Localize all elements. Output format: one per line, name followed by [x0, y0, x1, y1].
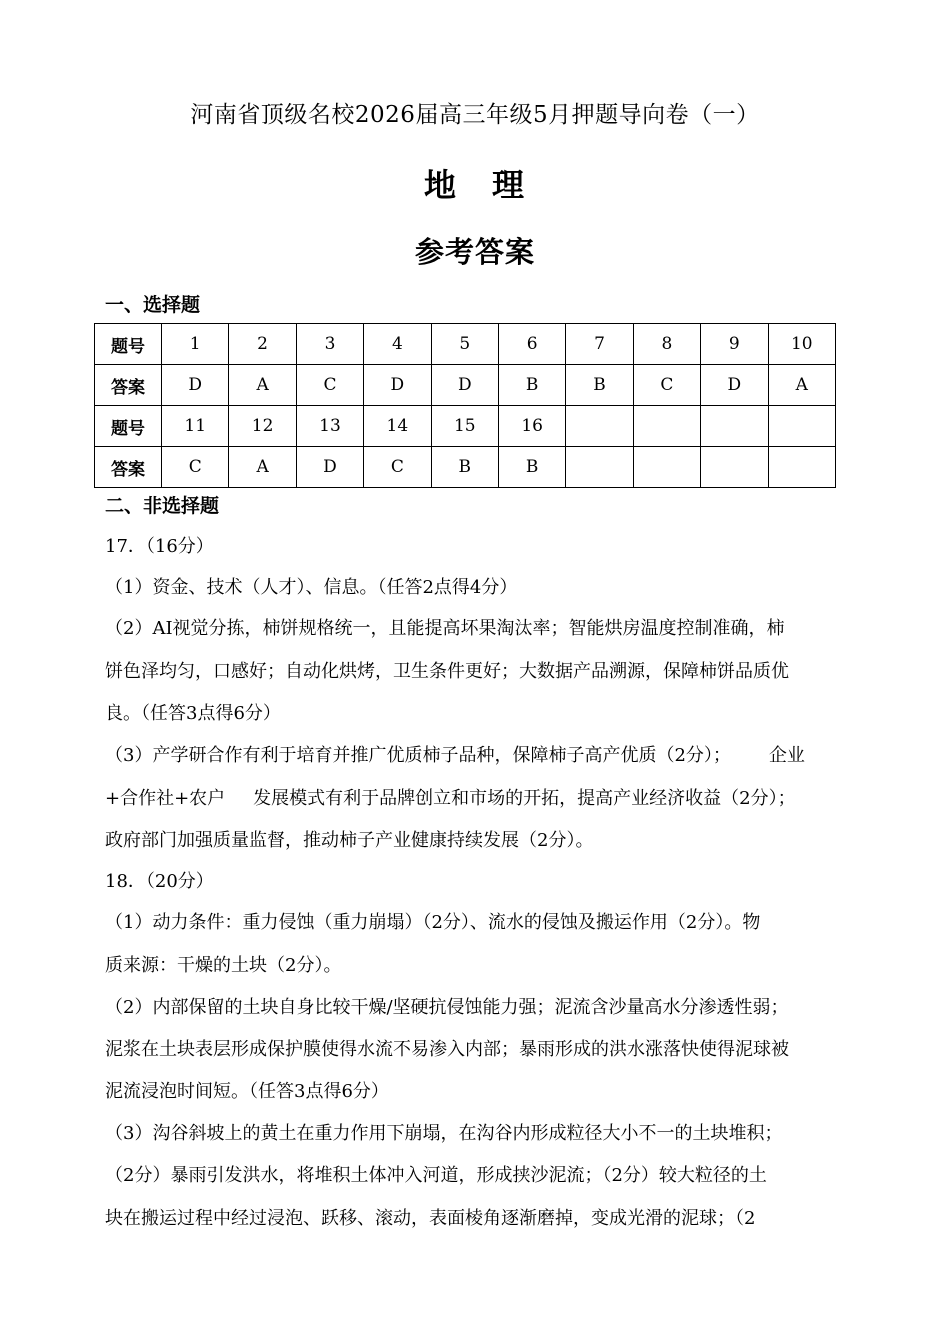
q17-part3-model-text: 发展模式有利于品牌创立和市场的开拓，提高产业经济收益（2分）； [253, 788, 796, 809]
q18-part2-line3: 泥流浸泡时间短。（任答3点得6分） [105, 1081, 389, 1102]
answer-table-cell [566, 406, 633, 447]
q18-part3-line2: （2分）暴雨引发洪水，将堆积土体冲入河道，形成挟沙泥流；（2分）较大粒径的土 [105, 1165, 767, 1186]
answer-table-cell [768, 406, 835, 447]
q17-part2-line1: （2）AI视觉分拣，柿饼规格统一，且能提高坏果淘汰率；智能烘房温度控制准确，柿 [105, 618, 785, 639]
answer-table-body [95, 324, 836, 488]
answer-table-cell: 13 [296, 406, 363, 447]
answer-table-cell: 7 [566, 324, 633, 365]
q18-part2-line2: 泥浆在土块表层形成保护膜使得水流不易渗入内部；暴雨形成的洪水涨落快使得泥球被 [105, 1039, 789, 1060]
answer-table-cell: 2 [229, 324, 296, 365]
answer-table-cell: D [431, 365, 498, 406]
q17-part3-line3: 政府部门加强质量监督，推动柿子产业健康持续发展（2分）。 [105, 830, 594, 851]
q17-part1: （1）资金、技术（人才）、信息。（任答2点得4分） [105, 577, 518, 598]
answer-table-cell [633, 406, 700, 447]
answer-table-cell: 8 [633, 324, 700, 365]
answer-table-cell: 11 [162, 406, 229, 447]
answer-table-cell [633, 447, 700, 488]
answer-table-cell [701, 406, 768, 447]
answer-table-cell [566, 447, 633, 488]
answer-table-row [95, 324, 836, 365]
answer-table-cell: D [701, 365, 768, 406]
q17-part3-line1 [105, 741, 850, 767]
q18-part3-line3: 块在搬运过程中经过浸泡、跃移、滚动，表面棱角逐渐磨掉，变成光滑的泥球；（2 [105, 1208, 756, 1229]
answer-table-cell: 14 [364, 406, 431, 447]
q18-part1-line1: （1）动力条件：重力侵蚀（重力崩塌）（2分）、流水的侵蚀及搬运作用（2分）。物 [105, 912, 761, 933]
answer-table-cell: B [431, 447, 498, 488]
answer-table-cell: C [633, 365, 700, 406]
section-free-response-heading: 二、非选择题 [105, 495, 220, 517]
q17-part3-model: +合作社+农户 [105, 788, 226, 809]
answer-table-cell: 5 [431, 324, 498, 365]
answer-table-cell [768, 447, 835, 488]
answer-table-cell: D [162, 365, 229, 406]
answer-table-cell: A [229, 365, 296, 406]
q18-header: 18．（20分） [105, 871, 214, 892]
answer-table-cell: 16 [498, 406, 565, 447]
answer-table-cell: 3 [296, 324, 363, 365]
answer-table-cell [701, 447, 768, 488]
section-multiple-choice-heading: 一、选择题 [105, 294, 201, 316]
q17-part3-text-cont: 企业 [768, 745, 805, 766]
answer-table-cell: B [498, 365, 565, 406]
answer-table-cell: 15 [431, 406, 498, 447]
answer-table-cell: D [296, 447, 363, 488]
answer-table-cell: B [566, 365, 633, 406]
answer-table-cell: B [498, 447, 565, 488]
answer-table-cell: 6 [498, 324, 565, 365]
row-label-cell: 题号 [95, 324, 162, 365]
answer-table-cell: C [364, 447, 431, 488]
q17-part3-line2 [105, 784, 850, 810]
answer-table-cell: C [296, 365, 363, 406]
answer-table-cell: 1 [162, 324, 229, 365]
multiple-choice-answer-table [94, 323, 836, 488]
row-label-cell: 答案 [95, 365, 162, 406]
exam-title: 河南省顶级名校2026届高三年级5月押题导向卷（一） [190, 102, 760, 128]
q18-part1-line2: 质来源：干燥的土块（2分）。 [105, 955, 342, 976]
answer-table-cell: 9 [701, 324, 768, 365]
q17-part2-line3: 良。（任答3点得6分） [105, 703, 281, 724]
q17-part3-text: （3）产学研合作有利于培育并推广优质柿子品种，保障柿子高产优质（2分）； [105, 745, 731, 766]
answer-table-cell: 12 [229, 406, 296, 447]
q17-header: 17．（16分） [105, 536, 214, 557]
answer-table-cell: 4 [364, 324, 431, 365]
answer-table-cell: 10 [768, 324, 835, 365]
q17-part2-line2: 饼色泽均匀，口感好；自动化烘烤，卫生条件更好；大数据产品溯源，保障柿饼品质优 [105, 661, 789, 682]
answer-table-cell: A [229, 447, 296, 488]
answer-table-cell: C [162, 447, 229, 488]
answer-key-title: 参考答案 [414, 235, 535, 269]
answer-table-row [95, 406, 836, 447]
answer-table-row [95, 447, 836, 488]
q18-part2-line1: （2）内部保留的土块自身比较干燥/坚硬抗侵蚀能力强；泥流含沙量高水分渗透性弱； [105, 997, 789, 1018]
answer-table-cell: D [364, 365, 431, 406]
answer-table-cell: A [768, 365, 835, 406]
q18-part3-line1: （3）沟谷斜坡上的黄土在重力作用下崩塌，在沟谷内形成粒径大小不一的土块堆积； [105, 1123, 783, 1144]
answer-table-row [95, 365, 836, 406]
row-label-cell: 答案 [95, 447, 162, 488]
row-label-cell: 题号 [95, 406, 162, 447]
subject-title: 地 理 [423, 166, 526, 204]
